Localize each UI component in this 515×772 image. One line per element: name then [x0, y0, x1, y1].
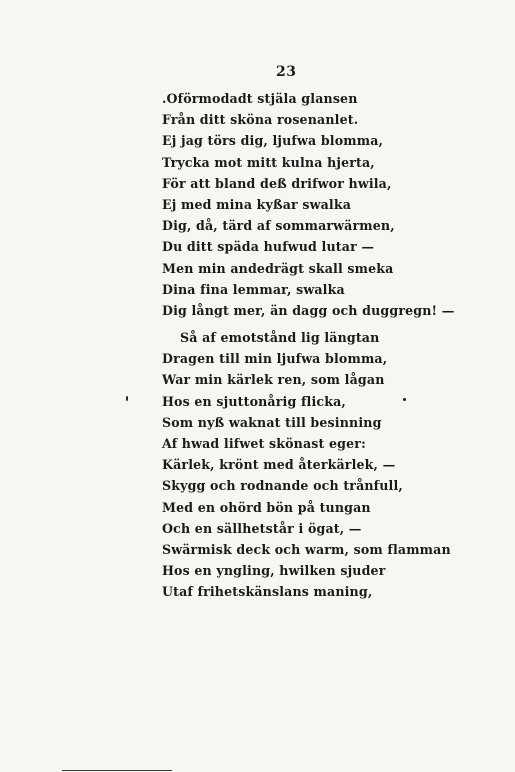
- poem-line: Hos en yngling, hwilken sjuder: [162, 563, 386, 579]
- poem-line: Med en ohörd bön på tungan: [162, 499, 371, 515]
- poem-line: .Oförmodadt stjäla glansen: [162, 91, 358, 106]
- poem-line: War min kärlek ren, som lågan: [162, 372, 385, 388]
- poem-line: För att bland deß drifwor hwila,: [162, 175, 392, 191]
- poem-line: Trycka mot mitt kulna hjerta,: [162, 154, 375, 170]
- poem-line: Utaf frihetskänslans maning,: [162, 584, 373, 600]
- ink-speck: [403, 398, 406, 401]
- poem-stanza-2: [162, 327, 451, 602]
- poem-line: Du ditt späda hufwud lutar —: [162, 239, 375, 255]
- poem-line: Och en sällhetstår i ögat, —: [162, 520, 362, 536]
- poem-line: Ej jag törs dig, ljufwa blomma,: [162, 133, 384, 149]
- poem-line: Skygg och rodnande och trånfull,: [162, 478, 403, 494]
- poem-line: Swärmisk deck och warm, som flamman: [162, 541, 451, 557]
- poem-line: Hos en sjuttonårig flicka,: [162, 393, 346, 409]
- poem-line: Dragen till min ljufwa blomma,: [162, 351, 388, 367]
- bottom-rule: [62, 770, 172, 771]
- poem-line: Som nyß waknat till besinning: [162, 414, 382, 430]
- poem-line: Men min andedrägt skall smeka: [162, 260, 394, 276]
- poem-line: Dina fina lemmar, swalka: [162, 281, 345, 297]
- poem-line: Så af emotstånd lig längtan: [180, 330, 380, 345]
- poem-line: Från ditt sköna rosenanlet.: [162, 112, 359, 128]
- poem-stanza-1: [162, 88, 455, 321]
- poem-line: Kärlek, krönt med återkärlek, —: [162, 457, 396, 473]
- ink-speck: [126, 396, 128, 401]
- poem-line: Dig, då, tärd af sommarwärmen,: [162, 218, 395, 234]
- poem-line: Dig långt mer, än dagg och duggregn! —: [162, 302, 455, 318]
- poem-line: Af hwad lifwet skönast eger:: [162, 435, 366, 451]
- page-number: 23: [276, 64, 297, 80]
- poem-line: Ej med mina kyßar swalka: [162, 196, 352, 212]
